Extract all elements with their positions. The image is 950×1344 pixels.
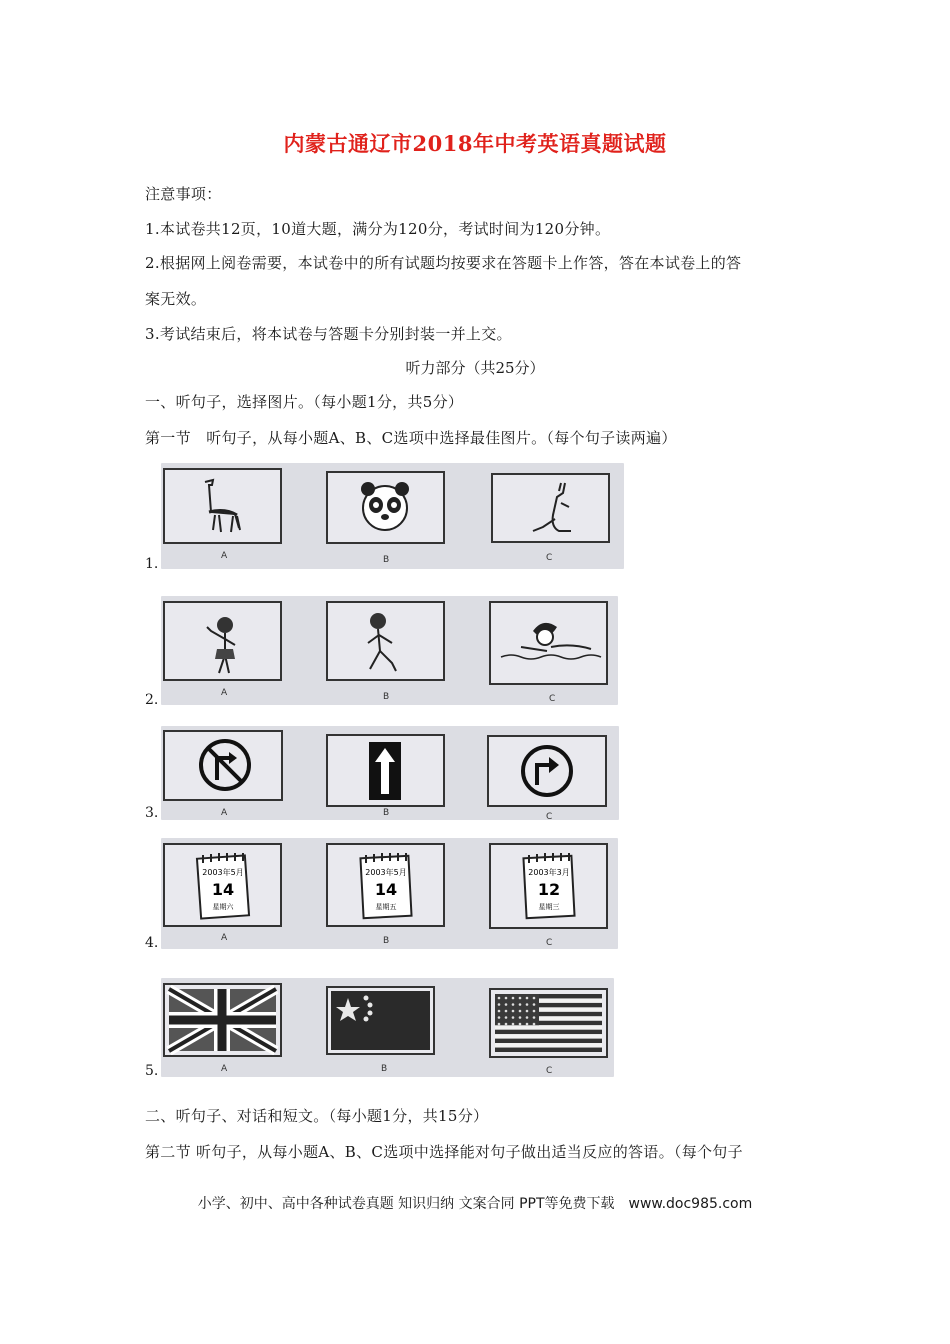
flag-star: [498, 1023, 501, 1026]
calendar-b-month: 2003年5月: [365, 868, 407, 877]
note-1: 1.本试卷共12页，10道大题，满分为120分，考试时间为120分钟。: [145, 220, 611, 238]
flag-star: [505, 997, 508, 1000]
question-3-number: 3.: [145, 805, 159, 821]
flag-star: [533, 1003, 536, 1006]
option-b-label: B: [381, 1064, 388, 1074]
calendar-c-weekday: 星期三: [538, 903, 560, 911]
go-straight-sign: [326, 734, 445, 807]
no-right-turn-sign: [163, 730, 283, 801]
flag-star: [498, 997, 501, 1000]
option-a-label: A: [221, 688, 228, 698]
question-2-image: [161, 596, 618, 705]
option-a-label: A: [221, 808, 228, 818]
calendar-b-weekday: 星期五: [375, 903, 397, 911]
calendar-c: [489, 843, 608, 929]
girl-swimming-icon: [491, 603, 606, 683]
usa-flag: [489, 988, 608, 1058]
kangaroo-icon: [493, 475, 608, 541]
question-2-number: 2.: [145, 692, 159, 708]
flag-star: [533, 1023, 536, 1026]
note-2b: 案无效。: [145, 290, 207, 308]
panda-icon: [328, 473, 443, 542]
flag-star: [519, 1023, 522, 1026]
giraffe-icon: [165, 470, 280, 542]
question-1-image: [161, 463, 624, 569]
flag-star: [533, 1016, 536, 1019]
flag-star: [505, 1003, 508, 1006]
flag-star: [519, 1003, 522, 1006]
flag-star: [526, 1010, 529, 1013]
calendar-a-weekday: 星期六: [212, 903, 234, 911]
calendar-icon: [328, 845, 443, 925]
flag-star: [498, 1016, 501, 1019]
section-1-title: 一、听句子，选择图片。（每小题1分，共5分）: [145, 393, 464, 411]
calendar-c-day: 12: [537, 880, 561, 899]
flag-star: [519, 1010, 522, 1013]
question-4-image: [161, 838, 618, 949]
calendar-b-day: 14: [374, 880, 398, 899]
girl-running-icon: [328, 603, 443, 679]
flag-star: [512, 1003, 515, 1006]
usa-flag-icon: [491, 990, 606, 1056]
china-flag-icon: [328, 988, 433, 1053]
listening-part-title: 听力部分（共25分）: [405, 359, 545, 377]
calendar-icon: [165, 845, 280, 925]
flag-star: [533, 1010, 536, 1013]
no-right-turn-icon: [165, 732, 281, 799]
option-c-label: C: [546, 1066, 553, 1076]
question-4-number: 4.: [145, 935, 159, 951]
option-c-label: C: [546, 553, 553, 563]
flag-star: [526, 1003, 529, 1006]
flag-star: [505, 1010, 508, 1013]
flag-stripe: [495, 1048, 602, 1052]
china-flag: [326, 986, 435, 1055]
flag-star: [519, 1016, 522, 1019]
flag-star: [519, 997, 522, 1000]
option-c-label: C: [546, 812, 553, 822]
flag-stripe: [495, 1039, 602, 1043]
question-5-number: 5.: [145, 1063, 159, 1079]
flag-star: [498, 1003, 501, 1006]
flag-stripe: [495, 1025, 602, 1029]
flag-star: [512, 1016, 515, 1019]
giraffe-picture: [163, 468, 282, 544]
option-b-label: B: [383, 692, 390, 702]
flag-star: [512, 997, 515, 1000]
calendar-c-month: 2003年3月: [528, 868, 570, 877]
flag-star: [505, 1023, 508, 1026]
turn-right-icon: [489, 737, 605, 805]
option-c-label: C: [549, 694, 556, 704]
girl-singing-picture: [163, 601, 282, 681]
flag-stripe: [495, 1034, 602, 1038]
flag-star: [526, 997, 529, 1000]
option-b-label: B: [383, 555, 390, 565]
turn-right-sign: [487, 735, 607, 807]
option-c-label: C: [546, 938, 553, 948]
option-b-label: B: [383, 936, 390, 946]
section-1-instructions: 第一节 听句子，从每小题A、B、C选项中选择最佳图片。（每个句子读两遍）: [145, 429, 677, 447]
footer-ad: 小学、初中、高中各种试卷真题 知识归纳 文案合同 PPT等免费下载 www.doc985.com: [197, 1196, 753, 1212]
uk-flag-icon: [165, 985, 280, 1055]
question-3-image: [161, 726, 619, 820]
note-3: 3.考试结束后，将本试卷与答题卡分别封装一并上交。: [145, 325, 512, 343]
flag-star: [505, 1016, 508, 1019]
flag-star: [512, 1010, 515, 1013]
flag-star: [533, 997, 536, 1000]
calendar-b: [326, 843, 445, 927]
uk-flag: [163, 983, 282, 1057]
option-a-label: A: [221, 933, 228, 943]
question-1-number: 1.: [145, 556, 159, 572]
girl-swimming-picture: [489, 601, 608, 685]
panda-picture: [326, 471, 445, 544]
kangaroo-picture: [491, 473, 610, 543]
flag-star: [512, 1023, 515, 1026]
option-a-label: A: [221, 1064, 228, 1074]
flag-star: [526, 1023, 529, 1026]
calendar-a: [163, 843, 282, 927]
girl-running-picture: [326, 601, 445, 681]
flag-stripe: [495, 1043, 602, 1047]
calendar-icon: [491, 845, 606, 927]
question-5-image: [161, 978, 614, 1077]
notes-heading: 注意事项：: [145, 185, 222, 203]
section-2-title: 二、听句子、对话和短文。（每小题1分，共15分）: [145, 1107, 489, 1125]
option-b-label: B: [383, 808, 390, 818]
flag-stripe: [495, 1030, 602, 1034]
girl-singing-icon: [165, 603, 280, 679]
straight-arrow-icon: [328, 736, 443, 805]
flag-canton: [495, 994, 539, 1025]
calendar-a-day: 14: [211, 880, 235, 899]
section-2-instructions: 第二节 听句子，从每小题A、B、C选项中选择能对句子做出适当反应的答语。（每个句子: [145, 1143, 743, 1161]
page-title: 内蒙古通辽市2018年中考英语真题试题: [283, 131, 667, 156]
option-a-label: A: [221, 551, 228, 561]
note-2a: 2.根据网上阅卷需要，本试卷中的所有试题均按要求在答题卡上作答，答在本试卷上的答: [145, 254, 742, 272]
flag-star: [526, 1016, 529, 1019]
flag-star: [498, 1010, 501, 1013]
calendar-a-month: 2003年5月: [202, 868, 244, 877]
